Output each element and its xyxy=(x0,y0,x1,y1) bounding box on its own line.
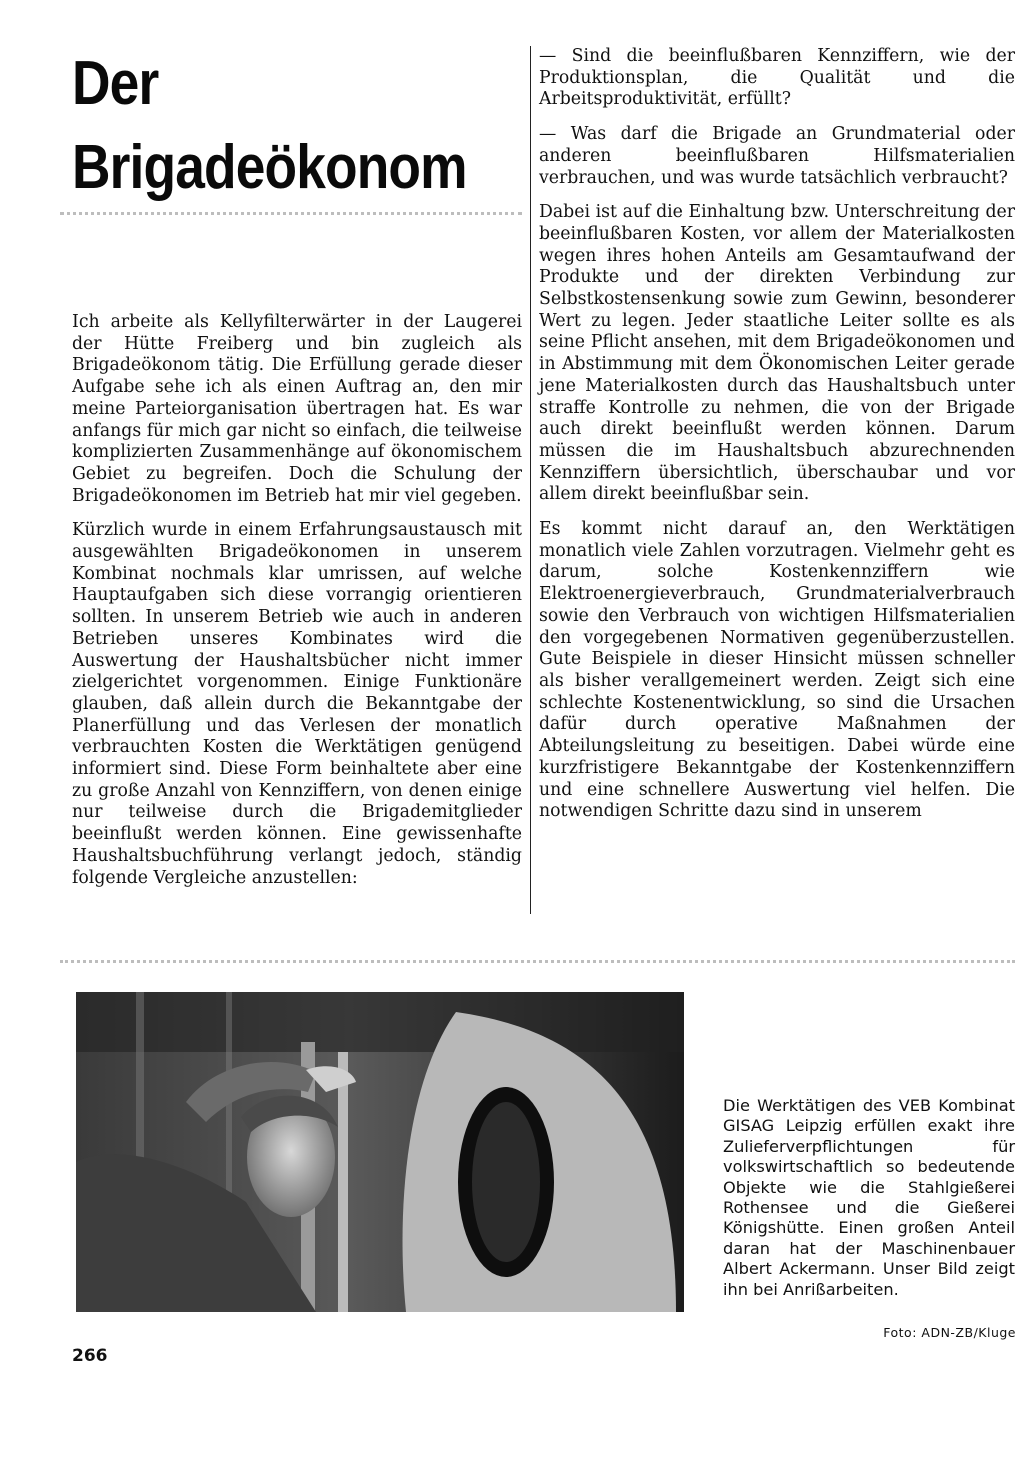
column-divider xyxy=(530,46,531,914)
photo-illustration xyxy=(76,992,684,1312)
section-divider xyxy=(60,960,1015,963)
right-column xyxy=(539,46,1015,836)
photo-caption: Die Werktätigen des VEB Kombinat GISAG Leipzig erfüllen exakt ihre Zulieferverpflichtungen für volkswirtschaftlich so bedeutende Objekte wie die Stahlgießerei Rothensee und die Gießerei Königshütte. Einen großen Anteil daran hat der Maschinenbauer Albert Ackermann. Unser Bild zeigt ihn bei Anrißarbeiten. xyxy=(723,1096,1015,1299)
page-number: 266 xyxy=(72,1346,108,1366)
photo-credit: Foto: ADN-ZB/Kluge xyxy=(883,1325,1016,1340)
title-line-1: Der xyxy=(72,49,159,118)
article-title xyxy=(72,42,468,210)
left-paragraph-2: Kürzlich wurde in einem Erfahrungsaustausch mit ausgewählten Brigadeökonomen in unserem Kombinat nochmals klar umrissen, auf welche Hauptaufgaben sich diese vorrangig orientieren sollten. In unserem Betrieb wie auch in anderen Betrieben unseres Kombinates wird die Auswertung der Haushaltsbücher nicht immer zielgerichtet vorgenommen. Einige Funktionäre glauben, daß allein durch die Bekanntgabe der Planerfüllung und das Verlesen der monatlich verbrauchten Kosten die Werktätigen genügend informiert sind. Diese Form beinhaltete aber eine zu große Anzahl von Kennziffern, von denen einige nur teilweise durch die Brigademitglieder beeinflußt werden können. Eine gewissenhafte Haushaltsbuchführung verlangt jedoch, ständig folgende Vergleiche anzustellen: xyxy=(72,520,522,888)
right-paragraph-1: — Sind die beeinflußbaren Kennziffern, wie der Produktionsplan, die Qualität und die Arbeitsproduktivität, erfüllt? xyxy=(539,46,1015,110)
right-paragraph-4: Es kommt nicht darauf an, den Werktätigen monatlich viele Zahlen vorzutragen. Vielmehr geht es darum, solche Kostenkennziffern wie Elektroenergieverbrauch, Grundmaterialverbrauch sowie den Verbrauch von wichtigen Hilfsmaterialien den vorgegebenen Normativen gegenüberzustellen. Gute Beispiele in dieser Hinsicht müssen schneller als bisher verallgemeinert werden. Zeigt sich eine schlechte Kostenentwicklung, so sind die Ursachen dafür durch operative Maßnahmen der Abteilungsleitung zu beseitigen. Dabei würde eine kurzfristigere Bekanntgabe der Kostenkennziffern und eine schnellere Auswertung viel helfen. Die notwendigen Schritte dazu sind in unserem xyxy=(539,519,1015,822)
left-column xyxy=(72,312,522,902)
title-line-2: Brigadeökonom xyxy=(72,133,467,202)
title-divider xyxy=(60,212,522,215)
photo-machinist xyxy=(76,992,684,1312)
left-paragraph-1: Ich arbeite als Kellyfilterwärter in der Laugerei der Hütte Freiberg und bin zugleich als Brigadeökonom tätig. Die Erfüllung gerade dieser Aufgabe sehe ich als einen Auftrag an, den mir meine Parteiorganisation übertragen hat. Es war anfangs für mich gar nicht so einfach, die teilweise komplizierten Zusammenhänge auf ökonomischem Gebiet zu begreifen. Doch die Schulung der Brigadeökonomen im Betrieb hat mir viel gegeben. xyxy=(72,312,522,506)
right-paragraph-3: Dabei ist auf die Einhaltung bzw. Unterschreitung der beeinflußbaren Kosten, vor allem der Materialkosten wegen ihres hohen Anteils am Gesamtaufwand der Produkte und der direkten Verbindung zur Selbstkostensenkung sowie zum Gewinn, besonderer Wert zu legen. Jeder staatliche Leiter sollte es als seine Pflicht ansehen, mit dem Brigadeökonomen und in Abstimmung mit dem Ökonomischen Leiter gerade jene Materialkosten durch das Haushaltsbuch unter straffe Kontrolle zu nehmen, die von der Brigade auch direkt beeinflußt werden können. Darum müssen die im Haushaltsbuch abzurechnenden Kennziffern übersichtlich, überschaubar und vor allem direkt beeinflußbar sein. xyxy=(539,202,1015,505)
right-paragraph-2: — Was darf die Brigade an Grundmaterial oder anderen beeinflußbaren Hilfsmaterialien verbrauchen, und was wurde tatsächlich verbraucht? xyxy=(539,124,1015,188)
